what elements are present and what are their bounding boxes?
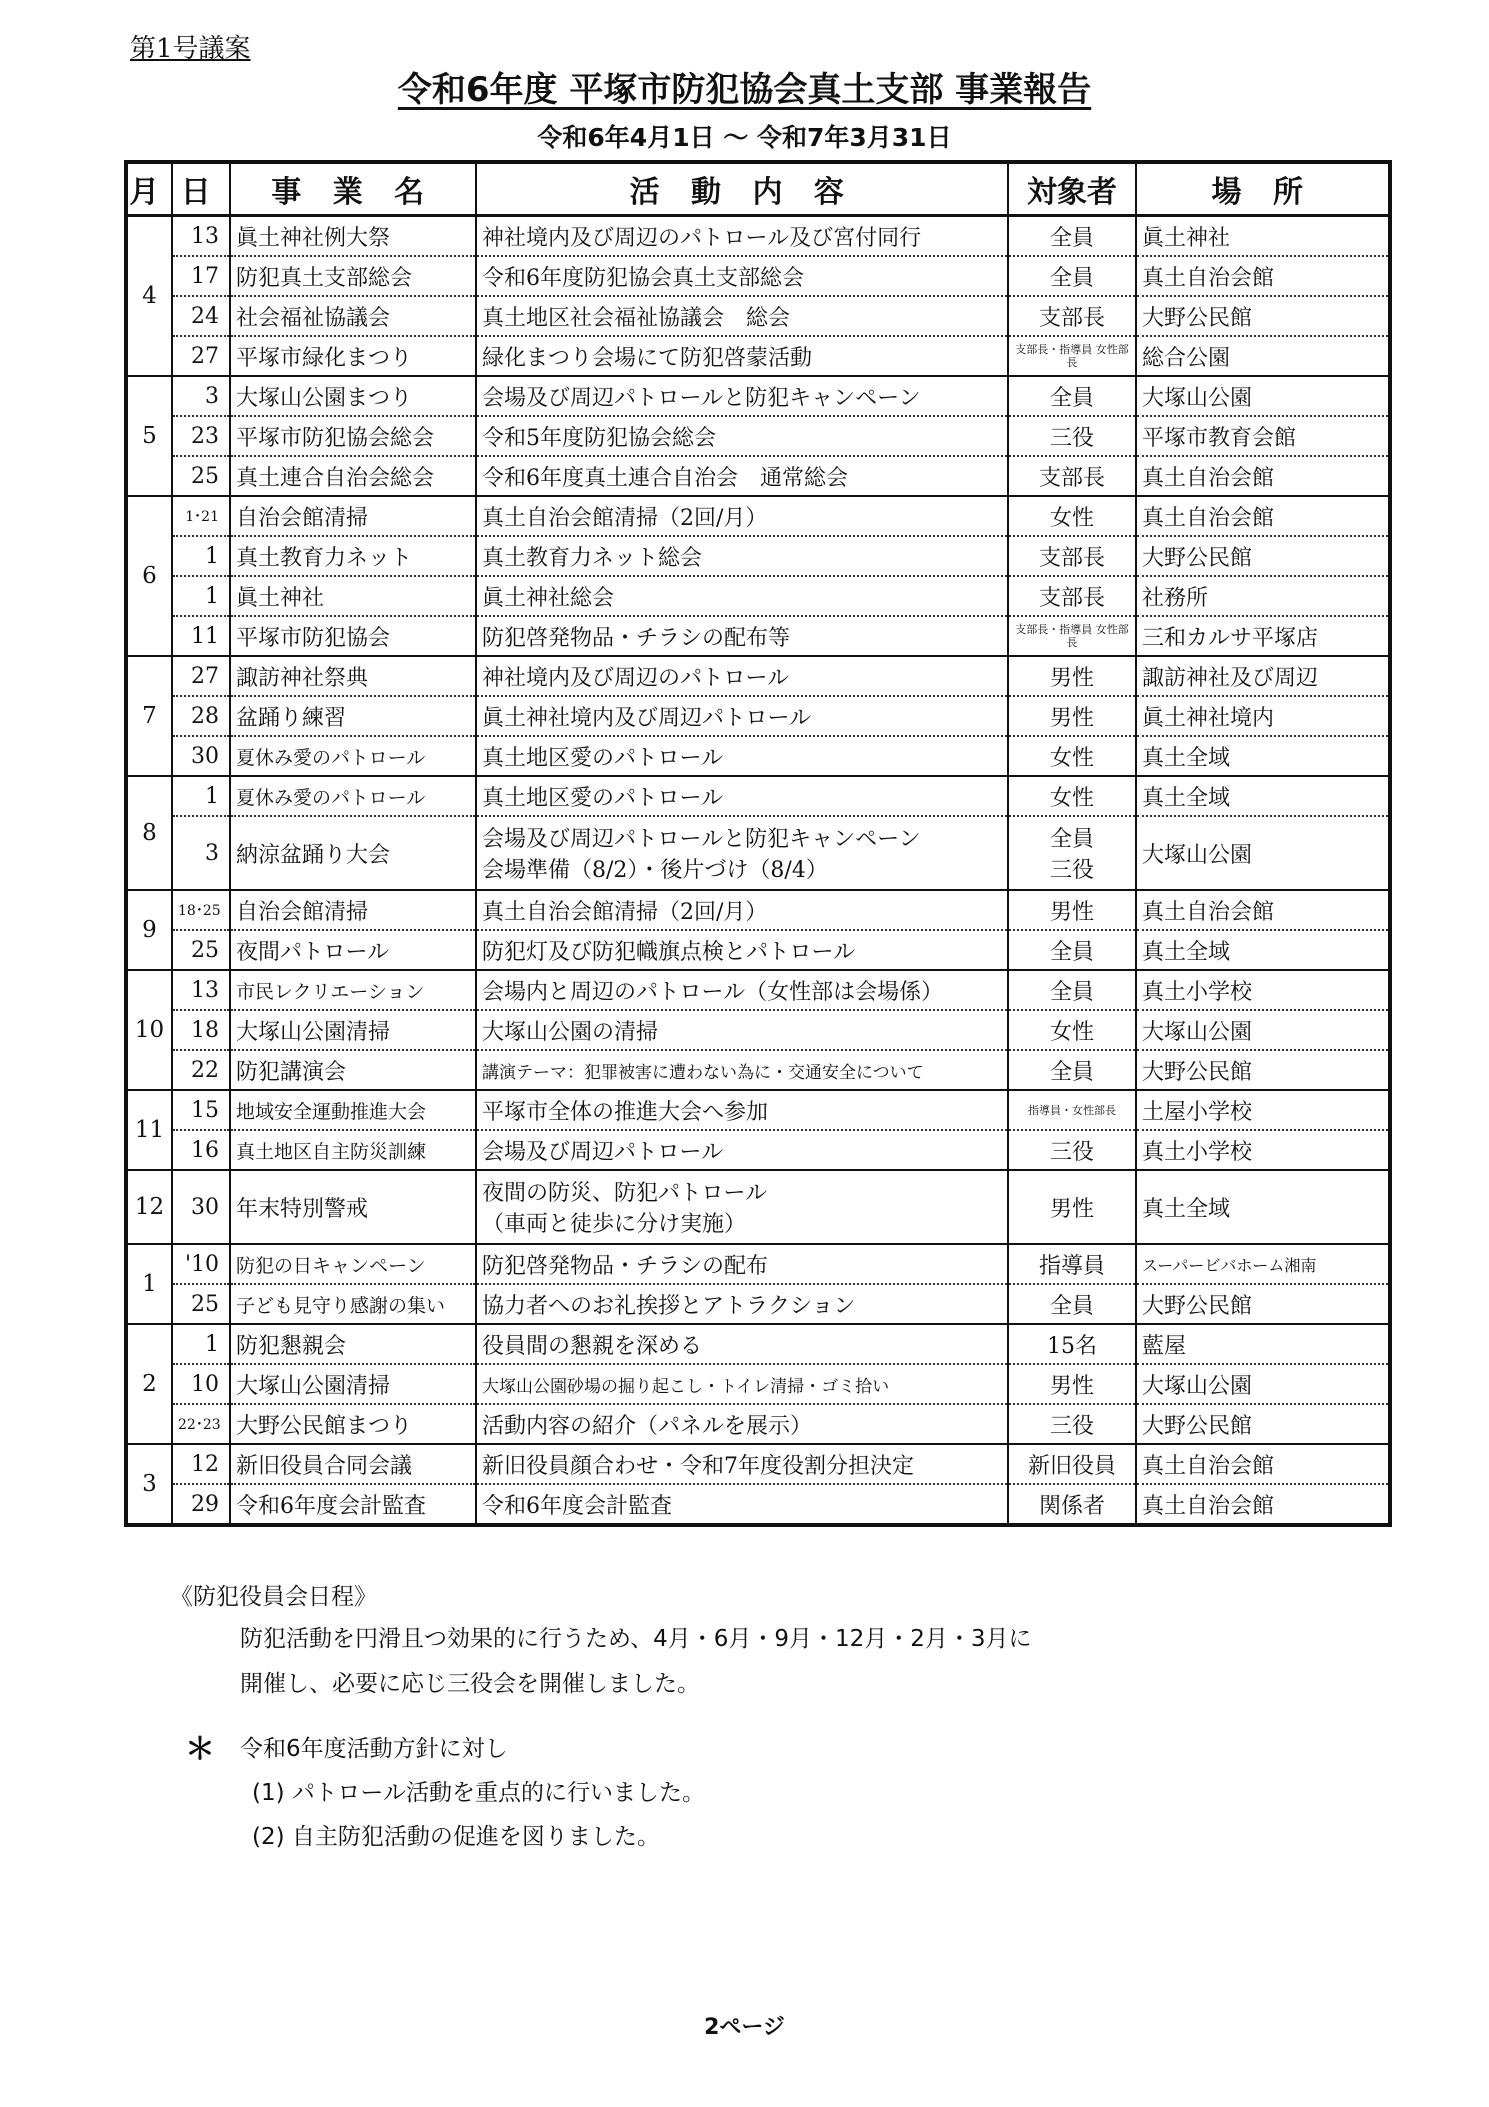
- day-cell: 29: [172, 1484, 230, 1525]
- target-cell: [1008, 816, 1136, 890]
- event-cell: 自治会館清掃: [230, 496, 476, 536]
- event-cell: 大塚山公園清掃: [230, 1010, 476, 1050]
- month-cell: 12: [126, 1170, 172, 1244]
- meeting-schedule-heading: 《防犯役員会日程》: [170, 1584, 377, 1610]
- target-cell: 女性: [1008, 736, 1136, 776]
- header-month: 月: [126, 162, 172, 216]
- month-cell: 6: [126, 496, 172, 656]
- table-row: [126, 1170, 1390, 1244]
- month-cell: 4: [126, 216, 172, 377]
- activity-cell: 真土自治会館清掃（2回/月）: [476, 496, 1008, 536]
- activity-cell: 真土地区愛のパトロール: [476, 776, 1008, 816]
- table-row: [126, 696, 1390, 736]
- table-row: [126, 1484, 1390, 1525]
- table-row: [126, 970, 1390, 1010]
- day-cell: 25: [172, 1284, 230, 1324]
- place-cell: 大野公民館: [1136, 536, 1390, 576]
- target-cell: 支部長: [1008, 296, 1136, 336]
- target-cell: 女性: [1008, 776, 1136, 816]
- day-cell: 22: [172, 1050, 230, 1090]
- target-cell: 全員: [1008, 970, 1136, 1010]
- activity-cell: 真土自治会館清掃（2回/月）: [476, 890, 1008, 930]
- day-cell: 28: [172, 696, 230, 736]
- place-cell: 真土小学校: [1136, 970, 1390, 1010]
- place-cell: 大塚山公園: [1136, 376, 1390, 416]
- activity-cell: 会場及び周辺パトロールと防犯キャンペーン: [476, 376, 1008, 416]
- event-cell: 夏休み愛のパトロール: [230, 776, 476, 816]
- day-cell: 3: [172, 816, 230, 890]
- activity-cell: 役員間の懇親を深める: [476, 1324, 1008, 1364]
- event-cell: 大塚山公園まつり: [230, 376, 476, 416]
- event-cell: 平塚市防犯協会総会: [230, 416, 476, 456]
- place-cell: 真土自治会館: [1136, 890, 1390, 930]
- event-cell: 平塚市防犯協会: [230, 616, 476, 656]
- month-cell: 2: [126, 1324, 172, 1444]
- target-cell: 支部長: [1008, 456, 1136, 496]
- day-cell: 1: [172, 1324, 230, 1364]
- activity-cell: [476, 1170, 1008, 1244]
- target-cell: 女性: [1008, 496, 1136, 536]
- day-cell: 27: [172, 656, 230, 696]
- event-cell: 夏休み愛のパトロール: [230, 736, 476, 776]
- place-cell: 社務所: [1136, 576, 1390, 616]
- table-row: [126, 1444, 1390, 1484]
- table-row: [126, 1130, 1390, 1170]
- activity-cell: 大塚山公園の清掃: [476, 1010, 1008, 1050]
- target-line: 全員: [1049, 827, 1094, 852]
- place-cell: 真土自治会館: [1136, 456, 1390, 496]
- place-cell: 眞土神社: [1136, 216, 1390, 257]
- activity-cell: 令和6年度会計監査: [476, 1484, 1008, 1525]
- place-cell: 真土全域: [1136, 930, 1390, 970]
- place-cell: 大野公民館: [1136, 1050, 1390, 1090]
- activity-cell: 真土地区社会福祉協議会 総会: [476, 296, 1008, 336]
- day-cell: 15: [172, 1090, 230, 1130]
- place-cell: 真土全域: [1136, 1170, 1390, 1244]
- event-cell: 真土地区自主防災訓練: [230, 1130, 476, 1170]
- agenda-label: 第1号議案: [130, 34, 251, 64]
- policy-item-2: (2) 自主防犯活動の促進を図りました。: [252, 1824, 660, 1850]
- document-title: [0, 62, 1489, 111]
- target-cell: 関係者: [1008, 1484, 1136, 1525]
- page-number: 2ページ: [704, 2015, 785, 2040]
- activity-cell: 活動内容の紹介（パネルを展示）: [476, 1404, 1008, 1444]
- event-cell: 大野公民館まつり: [230, 1404, 476, 1444]
- target-cell: 支部長: [1008, 576, 1136, 616]
- place-cell: 真土自治会館: [1136, 1484, 1390, 1525]
- document-title-text: 令和6年度 平塚市防犯協会真土支部 事業報告: [397, 70, 1092, 110]
- table-row: [126, 616, 1390, 656]
- place-cell: 藍屋: [1136, 1324, 1390, 1364]
- place-cell: 総合公園: [1136, 336, 1390, 376]
- activity-cell: 防犯啓発物品・チラシの配布等: [476, 616, 1008, 656]
- table-row: [126, 296, 1390, 336]
- place-cell: 真土小学校: [1136, 1130, 1390, 1170]
- day-cell: 1･21: [172, 496, 230, 536]
- activity-cell: 協力者へのお礼挨拶とアトラクション: [476, 1284, 1008, 1324]
- event-cell: 防犯の日キャンペーン: [230, 1244, 476, 1284]
- event-cell: 防犯真土支部総会: [230, 256, 476, 296]
- place-cell: 真土自治会館: [1136, 1444, 1390, 1484]
- event-cell: 新旧役員合同会議: [230, 1444, 476, 1484]
- day-cell: 3: [172, 376, 230, 416]
- table-row: [126, 456, 1390, 496]
- target-cell: 女性: [1008, 1010, 1136, 1050]
- place-cell: 大野公民館: [1136, 1284, 1390, 1324]
- policy-heading: 令和6年度活動方針に対し: [240, 1736, 508, 1762]
- activity-report-table: [124, 160, 1392, 1527]
- activity-line: 会場及び周辺パトロールと防犯キャンペーン: [482, 827, 921, 852]
- header-event: 事 業 名: [230, 162, 476, 216]
- activity-cell: 真土教育力ネット総会: [476, 536, 1008, 576]
- table-row: [126, 1364, 1390, 1404]
- asterisk-mark: ＊: [185, 1732, 215, 1767]
- month-cell: 9: [126, 890, 172, 970]
- table-row: [126, 216, 1390, 257]
- target-cell: 男性: [1008, 1170, 1136, 1244]
- header-day: 日: [172, 162, 230, 216]
- place-cell: 眞土神社境内: [1136, 696, 1390, 736]
- day-cell: 17: [172, 256, 230, 296]
- activity-line: （車両と徒歩に分け実施）: [482, 1212, 747, 1237]
- activity-cell: 令和6年度真土連合自治会 通常総会: [476, 456, 1008, 496]
- event-cell: 防犯講演会: [230, 1050, 476, 1090]
- place-cell: 真土自治会館: [1136, 496, 1390, 536]
- event-cell: 自治会館清掃: [230, 890, 476, 930]
- table-row: [126, 336, 1390, 376]
- month-cell: 11: [126, 1090, 172, 1170]
- activity-cell: 新旧役員顔合わせ・令和7年度役割分担決定: [476, 1444, 1008, 1484]
- activity-cell: 令和6年度防犯協会真土支部総会: [476, 256, 1008, 296]
- month-cell: 1: [126, 1244, 172, 1324]
- month-cell: 5: [126, 376, 172, 496]
- activity-cell: 防犯啓発物品・チラシの配布: [476, 1244, 1008, 1284]
- activity-cell: 大塚山公園砂場の掘り起こし・トイレ清掃・ゴミ拾い: [476, 1364, 1008, 1404]
- day-cell: 30: [172, 736, 230, 776]
- table-row: [126, 256, 1390, 296]
- target-cell: 男性: [1008, 1364, 1136, 1404]
- day-cell: 1: [172, 576, 230, 616]
- place-cell: 真土自治会館: [1136, 256, 1390, 296]
- target-cell: 支部長・指導員 女性部長: [1008, 336, 1136, 376]
- place-cell: 真土全域: [1136, 776, 1390, 816]
- table-row: [126, 416, 1390, 456]
- place-cell: 三和カルサ平塚店: [1136, 616, 1390, 656]
- activity-cell: [476, 816, 1008, 890]
- table-row: [126, 496, 1390, 536]
- event-cell: 防犯懇親会: [230, 1324, 476, 1364]
- day-cell: 27: [172, 336, 230, 376]
- place-cell: 大塚山公園: [1136, 1364, 1390, 1404]
- table-row: [126, 656, 1390, 696]
- target-cell: 全員: [1008, 1284, 1136, 1324]
- header-place: 場 所: [1136, 162, 1390, 216]
- day-cell: 22･23: [172, 1404, 230, 1444]
- month-cell: 10: [126, 970, 172, 1090]
- header-activity: 活 動 内 容: [476, 162, 1008, 216]
- table-row: [126, 776, 1390, 816]
- event-cell: 地域安全運動推進大会: [230, 1090, 476, 1130]
- table-body: [126, 216, 1390, 1526]
- target-cell: 全員: [1008, 256, 1136, 296]
- day-cell: '10: [172, 1244, 230, 1284]
- place-cell: スーパービバホーム湘南: [1136, 1244, 1390, 1284]
- activity-cell: 会場及び周辺パトロール: [476, 1130, 1008, 1170]
- target-cell: 15名: [1008, 1324, 1136, 1364]
- day-cell: 11: [172, 616, 230, 656]
- activity-line: 会場準備（8/2）・後片づけ（8/4）: [482, 858, 828, 883]
- activity-cell: 防犯灯及び防犯幟旗点検とパトロール: [476, 930, 1008, 970]
- event-cell: 市民レクリエーション: [230, 970, 476, 1010]
- activity-cell: 令和5年度防犯協会総会: [476, 416, 1008, 456]
- event-cell: 平塚市緑化まつり: [230, 336, 476, 376]
- table-row: [126, 890, 1390, 930]
- table-row: [126, 1404, 1390, 1444]
- table-row: [126, 376, 1390, 416]
- place-cell: 大塚山公園: [1136, 816, 1390, 890]
- event-cell: 社会福祉協議会: [230, 296, 476, 336]
- day-cell: 13: [172, 216, 230, 257]
- activity-cell: 緑化まつり会場にて防犯啓蒙活動: [476, 336, 1008, 376]
- target-cell: 指導員・女性部長: [1008, 1090, 1136, 1130]
- place-cell: 大野公民館: [1136, 296, 1390, 336]
- place-cell: 大塚山公園: [1136, 1010, 1390, 1050]
- activity-cell: 眞土神社総会: [476, 576, 1008, 616]
- event-cell: 令和6年度会計監査: [230, 1484, 476, 1525]
- event-cell: 真土連合自治会総会: [230, 456, 476, 496]
- table-row: [126, 1050, 1390, 1090]
- month-cell: 8: [126, 776, 172, 890]
- place-cell: 諏訪神社及び周辺: [1136, 656, 1390, 696]
- day-cell: 23: [172, 416, 230, 456]
- day-cell: 18: [172, 1010, 230, 1050]
- event-cell: 盆踊り練習: [230, 696, 476, 736]
- target-cell: 支部長: [1008, 536, 1136, 576]
- target-cell: 三役: [1008, 1130, 1136, 1170]
- target-cell: 新旧役員: [1008, 1444, 1136, 1484]
- place-cell: 真土全域: [1136, 736, 1390, 776]
- day-cell: 24: [172, 296, 230, 336]
- day-cell: 18･25: [172, 890, 230, 930]
- month-cell: 7: [126, 656, 172, 776]
- target-line: 三役: [1049, 858, 1094, 883]
- day-cell: 25: [172, 456, 230, 496]
- day-cell: 1: [172, 776, 230, 816]
- activity-cell: 会場内と周辺のパトロール（女性部は会場係）: [476, 970, 1008, 1010]
- day-cell: 30: [172, 1170, 230, 1244]
- day-cell: 1: [172, 536, 230, 576]
- table-row: [126, 576, 1390, 616]
- event-cell: 大塚山公園清掃: [230, 1364, 476, 1404]
- table-row: [126, 930, 1390, 970]
- day-cell: 10: [172, 1364, 230, 1404]
- month-cell: 3: [126, 1444, 172, 1525]
- day-cell: 25: [172, 930, 230, 970]
- event-cell: 年末特別警戒: [230, 1170, 476, 1244]
- header-target: 対象者: [1008, 162, 1136, 216]
- table-row: [126, 1284, 1390, 1324]
- table-row: [126, 1324, 1390, 1364]
- event-cell: 真土教育力ネット: [230, 536, 476, 576]
- target-cell: 支部長・指導員 女性部長: [1008, 616, 1136, 656]
- table-header-row: [126, 162, 1390, 216]
- place-cell: 大野公民館: [1136, 1404, 1390, 1444]
- table-row: [126, 736, 1390, 776]
- activity-cell: 眞土神社境内及び周辺パトロール: [476, 696, 1008, 736]
- target-cell: 男性: [1008, 696, 1136, 736]
- place-cell: 土屋小学校: [1136, 1090, 1390, 1130]
- table-row: [126, 1010, 1390, 1050]
- activity-cell: 神社境内及び周辺のパトロール及び宮付同行: [476, 216, 1008, 257]
- table-row: [126, 1090, 1390, 1130]
- target-cell: 男性: [1008, 890, 1136, 930]
- target-cell: 指導員: [1008, 1244, 1136, 1284]
- target-cell: 男性: [1008, 656, 1136, 696]
- policy-item-1: (1) パトロール活動を重点的に行いました。: [252, 1780, 705, 1806]
- report-period: 令和6年4月1日 ～ 令和7年3月31日: [537, 123, 952, 152]
- day-cell: 13: [172, 970, 230, 1010]
- target-cell: 全員: [1008, 216, 1136, 257]
- activity-cell: 真土地区愛のパトロール: [476, 736, 1008, 776]
- target-cell: 全員: [1008, 376, 1136, 416]
- table-row: [126, 816, 1390, 890]
- place-cell: 平塚市教育会館: [1136, 416, 1390, 456]
- day-cell: 12: [172, 1444, 230, 1484]
- event-cell: 眞土神社例大祭: [230, 216, 476, 257]
- activity-cell: 神社境内及び周辺のパトロール: [476, 656, 1008, 696]
- event-cell: 納涼盆踊り大会: [230, 816, 476, 890]
- target-cell: 三役: [1008, 416, 1136, 456]
- target-cell: 全員: [1008, 1050, 1136, 1090]
- target-cell: 全員: [1008, 930, 1136, 970]
- day-cell: 16: [172, 1130, 230, 1170]
- target-cell: 三役: [1008, 1404, 1136, 1444]
- activity-line: 夜間の防災、防犯パトロール: [482, 1181, 768, 1206]
- meeting-schedule-line-2: 開催し、必要に応じ三役会を開催しました。: [240, 1671, 700, 1697]
- event-cell: 子ども見守り感謝の集い: [230, 1284, 476, 1324]
- activity-cell: 講演テーマ：犯罪被害に遭わない為に・交通安全について: [476, 1050, 1008, 1090]
- event-cell: 眞土神社: [230, 576, 476, 616]
- activity-cell: 平塚市全体の推進大会へ参加: [476, 1090, 1008, 1130]
- event-cell: 夜間パトロール: [230, 930, 476, 970]
- meeting-schedule-line-1: 防犯活動を円滑且つ効果的に行うため、4月・6月・9月・12月・2月・3月に: [240, 1626, 1032, 1652]
- event-cell: 諏訪神社祭典: [230, 656, 476, 696]
- table-row: [126, 1244, 1390, 1284]
- table-row: [126, 536, 1390, 576]
